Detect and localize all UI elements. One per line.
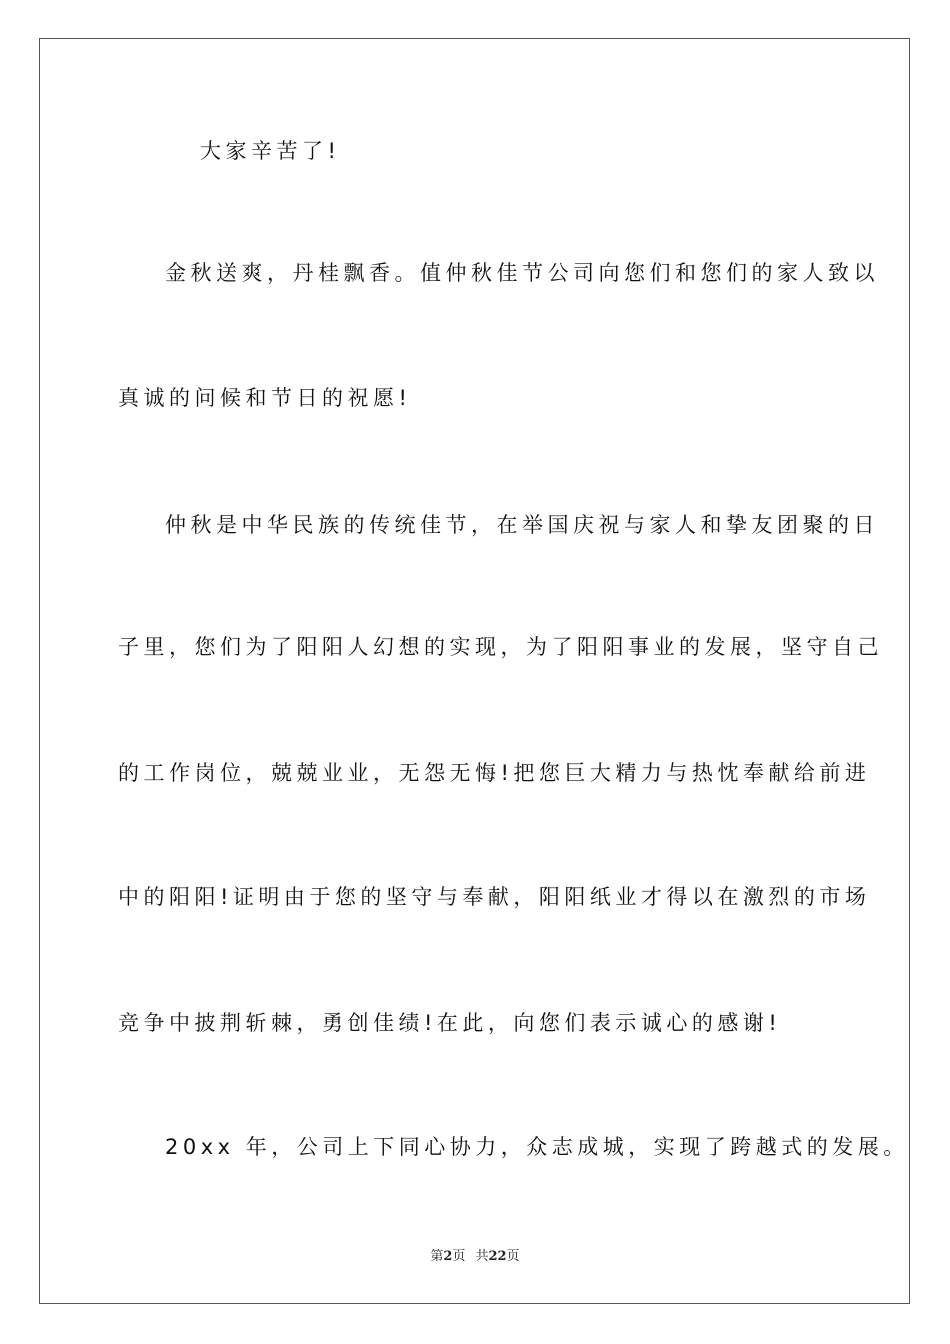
page-footer bbox=[0, 1248, 950, 1266]
paragraph-line: 的工作岗位，兢兢业业，无怨无悔!把您巨大精力与热忱奉献给前进 bbox=[118, 761, 871, 785]
paragraph-line: 20xx 年，公司上下同心协力，众志成城，实现了跨越式的发展。 bbox=[165, 1135, 909, 1159]
paragraph-line: 仲秋是中华民族的传统佳节，在举国庆祝与家人和挚友团聚的日 bbox=[165, 513, 879, 537]
paragraph-line: 大家辛苦了! bbox=[200, 139, 341, 163]
paragraph-line: 金秋送爽，丹桂飘香。值仲秋佳节公司向您们和您们的家人致以 bbox=[165, 261, 879, 285]
paragraph-line: 真诚的问候和节日的祝愿! bbox=[118, 386, 412, 410]
page-border bbox=[39, 38, 910, 1304]
total-prefix: 共 bbox=[475, 1249, 489, 1264]
paragraph-line: 竞争中披荆斩棘，勇创佳绩!在此，向您们表示诚心的感谢! bbox=[118, 1011, 782, 1035]
paragraph-line: 子里，您们为了阳阳人幻想的实现，为了阳阳事业的发展，坚守自己 bbox=[118, 635, 883, 659]
total-suffix: 页 bbox=[506, 1249, 520, 1264]
paragraph-line: 中的阳阳!证明由于您的坚守与奉献，阳阳纸业才得以在激烈的市场 bbox=[118, 885, 871, 909]
total-pages: 22 bbox=[488, 1249, 507, 1264]
page-number: 2 bbox=[443, 1249, 453, 1264]
page-prefix: 第 bbox=[430, 1249, 444, 1264]
page-suffix: 页 bbox=[452, 1249, 466, 1264]
